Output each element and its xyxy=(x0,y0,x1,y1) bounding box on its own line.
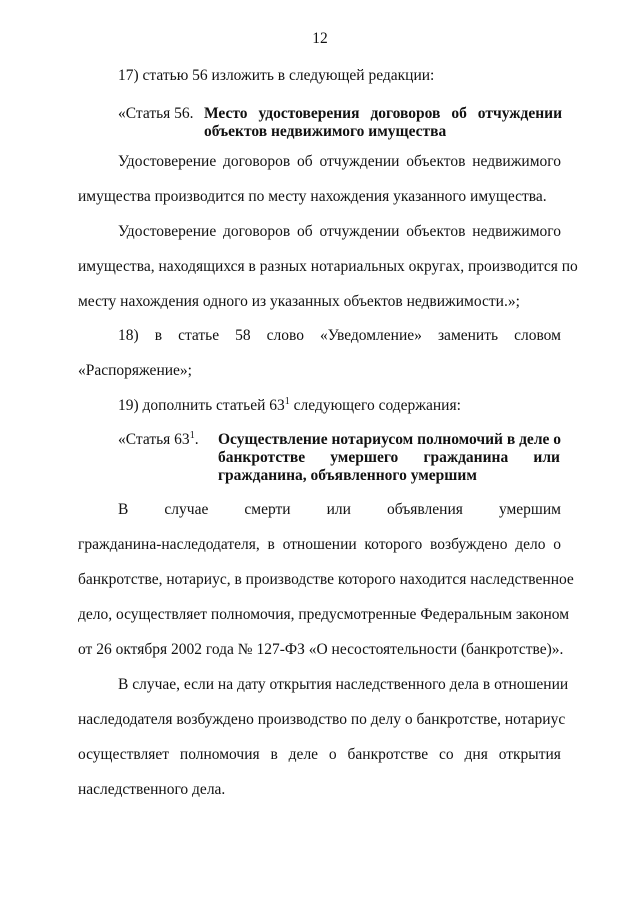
word: слово xyxy=(266,327,304,344)
word: заменить xyxy=(437,327,499,344)
article-63-title-line1: Осуществление нотариусом полномочий в деле о xyxy=(218,431,562,448)
title-word: договоров xyxy=(370,105,441,122)
para1-line1 xyxy=(118,152,561,172)
para3-line4: дело, осуществляет полномочия, предусмотренные Федеральным законом xyxy=(78,606,570,623)
word: деле xyxy=(288,746,319,763)
article-63-title-line3: гражданина, объявленного умершим xyxy=(218,467,477,484)
para4-line2: наследодателя возбуждено производство по делу о банкротстве, нотариус xyxy=(78,711,566,728)
item-19-text-main: 19) дополнить статьей 63 xyxy=(118,397,285,414)
word: об xyxy=(297,153,313,170)
word: недвижимого xyxy=(472,153,561,170)
word: которого xyxy=(364,536,423,553)
title-word: Место xyxy=(204,105,248,122)
word: отчуждении xyxy=(319,223,400,240)
word: отчуждении xyxy=(319,153,400,170)
para2-line2: имущества, находящихся в разных нотариальных округах, производится по xyxy=(78,258,578,275)
word: договоров xyxy=(223,153,291,170)
word: статье xyxy=(178,327,220,344)
title-word: удостоверения xyxy=(258,105,360,122)
word: дело xyxy=(515,536,546,553)
title-word: об xyxy=(451,105,467,122)
word: банкротстве xyxy=(347,746,429,763)
word: о xyxy=(553,536,561,553)
title-word: гражданина xyxy=(423,449,509,466)
word: дня xyxy=(464,746,488,763)
word: об xyxy=(297,223,313,240)
article-63-label-tail: . xyxy=(194,431,199,448)
word: словом xyxy=(514,327,561,344)
word: в xyxy=(154,327,163,344)
word: полномочия xyxy=(179,746,260,763)
word: недвижимого xyxy=(472,223,561,240)
page-number: 12 xyxy=(312,30,328,47)
word: о xyxy=(328,746,337,763)
superscript: 1 xyxy=(284,395,290,407)
title-word: или xyxy=(533,449,560,466)
para1-line2: имущества производится по месту нахождения указанного имущества. xyxy=(78,188,547,205)
word: возбуждено xyxy=(430,536,508,553)
word: открытия xyxy=(498,746,561,763)
word: договоров xyxy=(223,223,291,240)
para4-line4: наследственного дела. xyxy=(78,781,226,798)
item-18-line1 xyxy=(118,326,561,346)
para2-line1 xyxy=(118,222,561,242)
para4-line1: В случае, если на дату открытия наследственного дела в отношении xyxy=(118,676,569,693)
word: объектов xyxy=(406,153,466,170)
word: осуществляет xyxy=(78,746,170,763)
para3-line1 xyxy=(118,500,561,520)
item-18-line2: «Распоряжение»; xyxy=(78,362,192,379)
word: 58 xyxy=(235,327,251,344)
article-63-label-main: «Статья 63 xyxy=(118,431,190,448)
article-63-label xyxy=(118,430,199,450)
item-19-text xyxy=(118,396,461,416)
item-17-text: 17) статью 56 изложить в следующей редакции: xyxy=(118,67,435,84)
article-56-title-line1 xyxy=(204,104,562,124)
word: случае xyxy=(164,501,209,518)
word: В xyxy=(118,501,129,518)
title-word: умершего xyxy=(330,449,399,466)
word: в xyxy=(267,536,275,553)
word: объектов xyxy=(406,223,466,240)
word: 18) xyxy=(118,327,139,344)
title-word: отчуждении xyxy=(477,105,562,122)
word: отношении xyxy=(282,536,357,553)
para3-line3: банкротстве, нотариус, в производстве которого находится наследственное xyxy=(78,571,574,588)
word: гражданина-наследодателя, xyxy=(78,536,260,553)
word: смерти xyxy=(244,501,291,518)
article-56-label: «Статья 56. xyxy=(118,105,194,122)
para2-line3: месту нахождения одного из указанных объектов недвижимости.»; xyxy=(78,293,520,310)
superscript: 1 xyxy=(189,429,195,441)
word: в xyxy=(270,746,278,763)
para3-line2 xyxy=(78,535,561,555)
title-word: банкротстве xyxy=(218,449,306,466)
word: или xyxy=(326,501,351,518)
article-63-title-line2 xyxy=(218,448,560,468)
word: «Уведомление» xyxy=(320,327,422,344)
word: Удостоверение xyxy=(118,223,217,240)
word: со xyxy=(439,746,454,763)
word: Удостоверение xyxy=(118,153,217,170)
item-19-text-tail: следующего содержания: xyxy=(289,397,461,414)
word: умершим xyxy=(498,501,561,518)
para4-line3 xyxy=(78,745,561,765)
article-56-title-line2: объектов недвижимого имущества xyxy=(204,123,447,140)
para3-line5: от 26 октября 2002 года № 127-ФЗ «О несостоятельности (банкротстве)». xyxy=(78,641,564,658)
word: объявления xyxy=(387,501,463,518)
